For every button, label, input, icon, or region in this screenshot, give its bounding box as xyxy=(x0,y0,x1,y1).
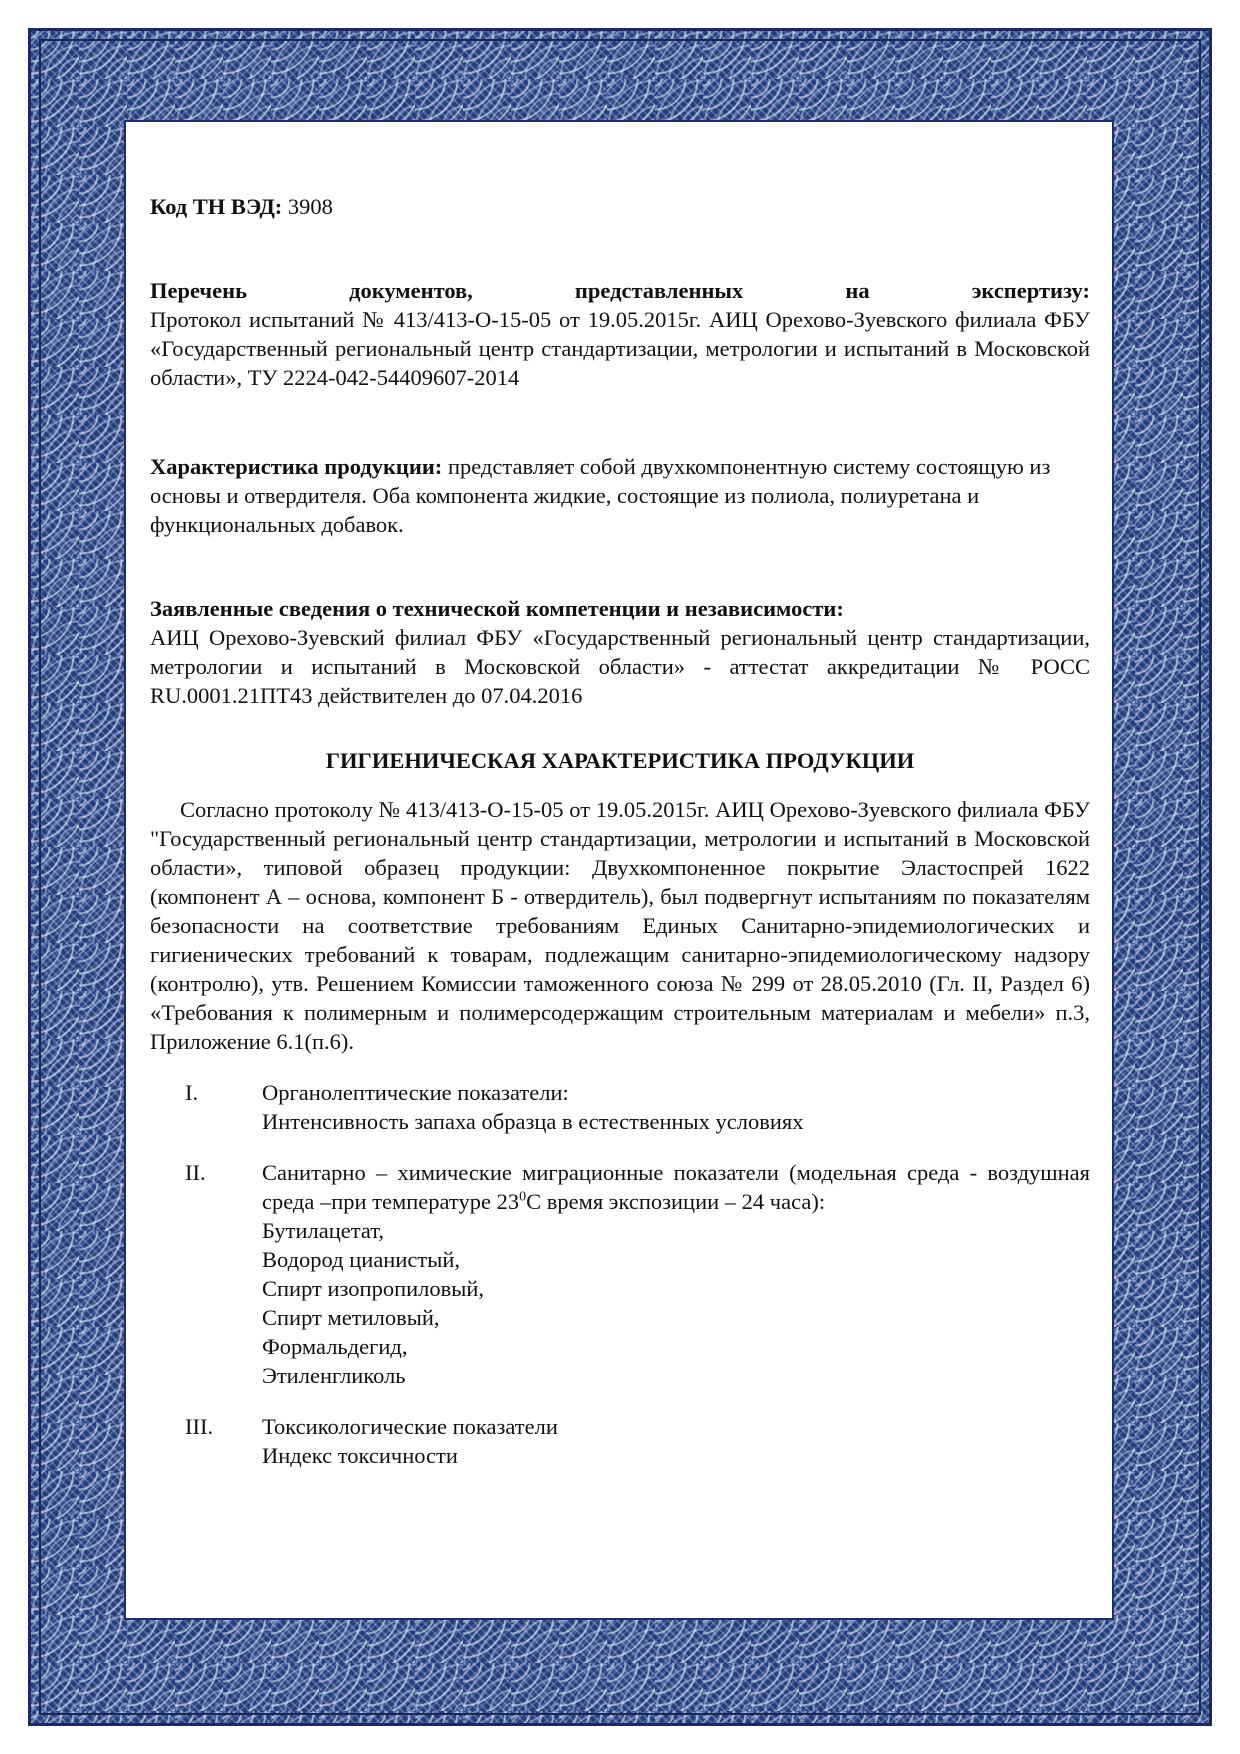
item-line: Органолептические показатели: xyxy=(262,1080,569,1105)
characteristic-paragraph xyxy=(150,452,1090,539)
item-body xyxy=(262,1078,1090,1136)
documents-heading-word: представленных xyxy=(574,278,744,303)
item-body xyxy=(262,1412,1090,1470)
tn-ved-label: Код ТН ВЭД: xyxy=(150,194,283,219)
item-line: Индекс токсичности xyxy=(262,1443,458,1468)
list-item xyxy=(150,1158,1090,1390)
item-number: III. xyxy=(185,1414,214,1439)
item-intro-text-end: С время экспозиции – 24 часа): xyxy=(526,1189,826,1214)
item-number: I. xyxy=(185,1080,199,1105)
documents-section xyxy=(150,276,1090,392)
item-line: Интенсивность запаха образца в естественных условиях xyxy=(262,1109,804,1134)
competence-heading-line xyxy=(150,594,1090,623)
documents-heading-word: документов, xyxy=(349,278,473,303)
item-line: Этиленгликоль xyxy=(262,1363,406,1388)
item-number: II. xyxy=(185,1160,206,1185)
item-intro xyxy=(262,1158,1090,1216)
hygiene-paragraph: Согласно протоколу № 413/413-О-15-05 от 19.05.2015г. АИЦ Орехово-Зуевского филиала ФБУ "Государственный региональный центр стандартизации, метрологии и испытаний в Московской области», типовой образец продукции: Двухкомпоненное покрытие Эластоспрей 1622 (компонент А – основа, компонент Б - отвердитель), был подвергнут испытаниям по показателям безопасности на соответствие требованиям Единых Санитарно-эпидемиологических и гигиенических требований к товарам, подлежащим санитарно-эпидемиологическому надзору (контролю), утв. Решением Комиссии таможенного союза № 299 от 28.05.2010 (Гл. II, Раздел 6) «Требования к полимерным и полимерсодержащим строительным материалам и мебели» п.3, Приложение 6.1(п.6). xyxy=(150,797,1090,1054)
documents-heading-word: экспертизу: xyxy=(971,278,1090,303)
tn-ved-line xyxy=(150,192,1090,221)
list-item xyxy=(150,1078,1090,1136)
competence-label: Заявленные сведения о технической компетенции и независимости: xyxy=(150,596,844,621)
degree-superscript: 0 xyxy=(519,1189,527,1205)
document-body xyxy=(124,120,1114,1620)
characteristic-text: представляет собой двухкомпонентную систему состоящую из основы и отвердителя. Оба компонента жидкие, состоящие из полиола, полиуретана и функциональных добавок. xyxy=(150,454,1051,537)
competence-text: АИЦ Орехово-Зуевский филиал ФБУ «Государственный региональный центр стандартизации, метрологии и испытаний в Московской области» - аттестат аккредитации № РОСС RU.0001.21ПТ43 действителен до 07.04.2016 xyxy=(150,625,1090,708)
documents-text: Протокол испытаний № 413/413-О-15-05 от 19.05.2015г. АИЦ Орехово-Зуевского филиала ФБУ «Государственный региональный центр стандартизации, метрологии и испытаний в Московской области», ТУ 2224-042-54409607-2014 xyxy=(150,307,1090,390)
competence-section xyxy=(150,594,1090,710)
item-line: Спирт изопропиловый, xyxy=(262,1276,485,1301)
documents-heading-word: на xyxy=(845,278,870,303)
item-line: Токсикологические показатели xyxy=(262,1414,558,1439)
item-intro-text: Санитарно – химические миграционные показатели (модельная среда - воздушная среда –при температуре 23 xyxy=(262,1160,1090,1214)
hygiene-title: ГИГИЕНИЧЕСКАЯ ХАРАКТЕРИСТИКА ПРОДУКЦИИ xyxy=(325,748,915,773)
documents-heading-word: Перечень xyxy=(150,278,247,303)
item-body xyxy=(262,1158,1090,1390)
list-item xyxy=(150,1412,1090,1470)
item-line: Бутилацетат, xyxy=(262,1218,385,1243)
item-line: Водород цианистый, xyxy=(262,1247,460,1272)
indicator-list xyxy=(150,1078,1090,1470)
item-line: Спирт метиловый, xyxy=(262,1305,440,1330)
documents-heading xyxy=(150,276,1090,305)
characteristic-label: Характеристика продукции: xyxy=(150,454,443,479)
item-line: Формальдегид, xyxy=(262,1334,408,1359)
tn-ved-value: 3908 xyxy=(287,194,333,219)
